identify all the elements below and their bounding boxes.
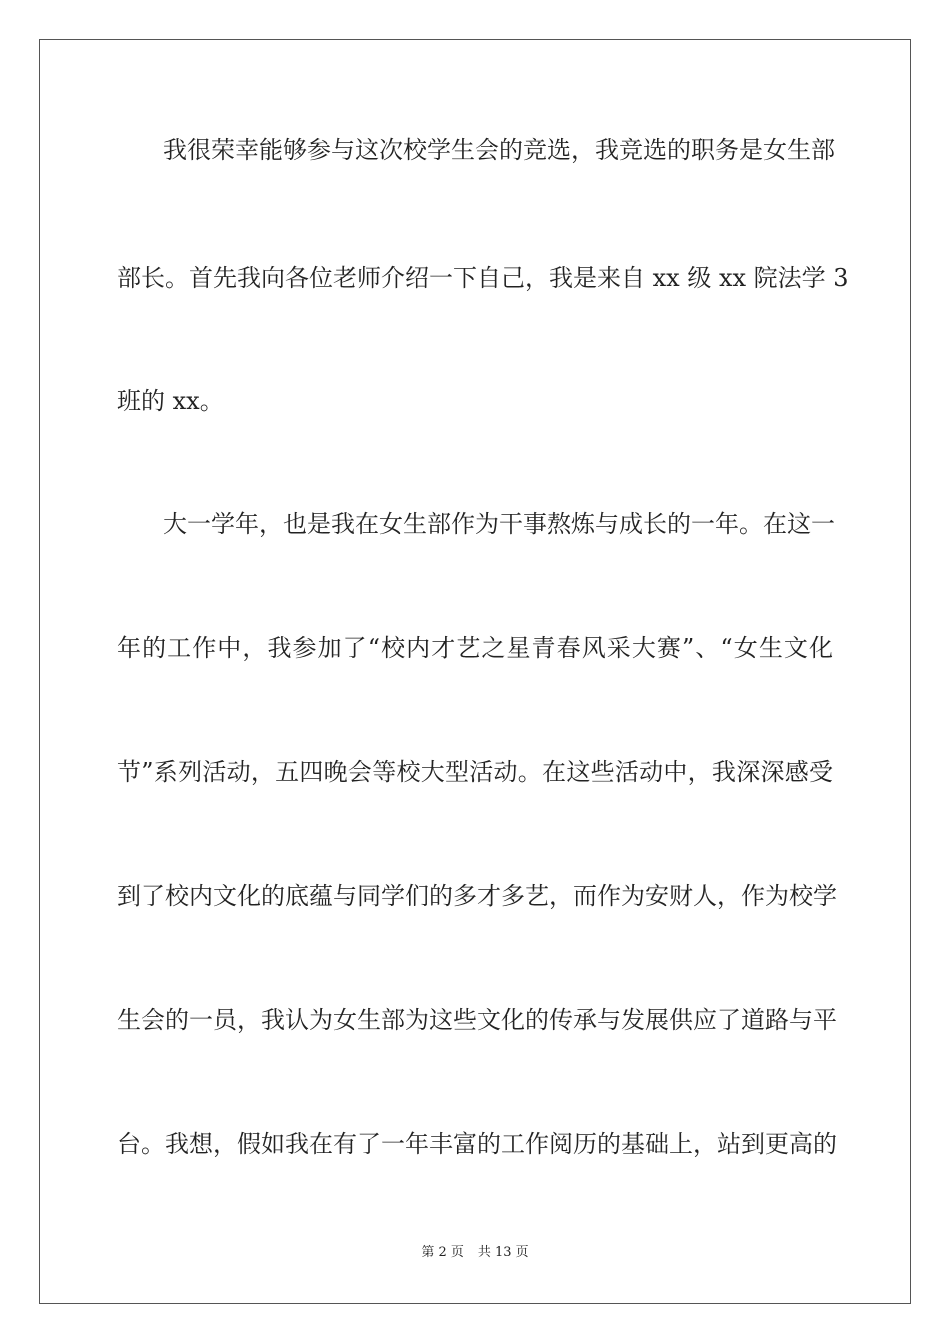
- paragraph-line-2: 部长。首先我向各位老师介绍一下自己，我是来自 xx 级 xx 院法学 3: [117, 264, 849, 292]
- paragraph-line-1: 我很荣幸能够参与这次校学生会的竞选，我竞选的职务是女生部: [163, 136, 835, 164]
- paragraph-line-8: 生会的一员，我认为女生部为这些文化的传承与发展供应了道路与平: [117, 1006, 837, 1034]
- paragraph-line-9: 台。我想，假如我在有了一年丰富的工作阅历的基础上，站到更高的: [117, 1130, 837, 1158]
- paragraph-line-4: 大一学年，也是我在女生部作为干事熬炼与成长的一年。在这一: [163, 510, 835, 538]
- paragraph-line-7: 到了校内文化的底蕴与同学们的多才多艺，而作为安财人，作为校学: [117, 882, 837, 910]
- paragraph-line-5: 年的工作中，我参加了“校内才艺之星青春风采大赛”、“女生文化: [117, 634, 833, 662]
- page-number: 第 2 页: [421, 1245, 464, 1260]
- page-total: 共 13 页: [477, 1245, 529, 1260]
- page-footer: [0, 1245, 950, 1261]
- paragraph-line-3: 班的 xx。: [117, 387, 224, 415]
- paragraph-line-6: 节”系列活动，五四晚会等校大型活动。在这些活动中，我深深感受: [117, 758, 833, 786]
- page-border: [39, 39, 911, 1304]
